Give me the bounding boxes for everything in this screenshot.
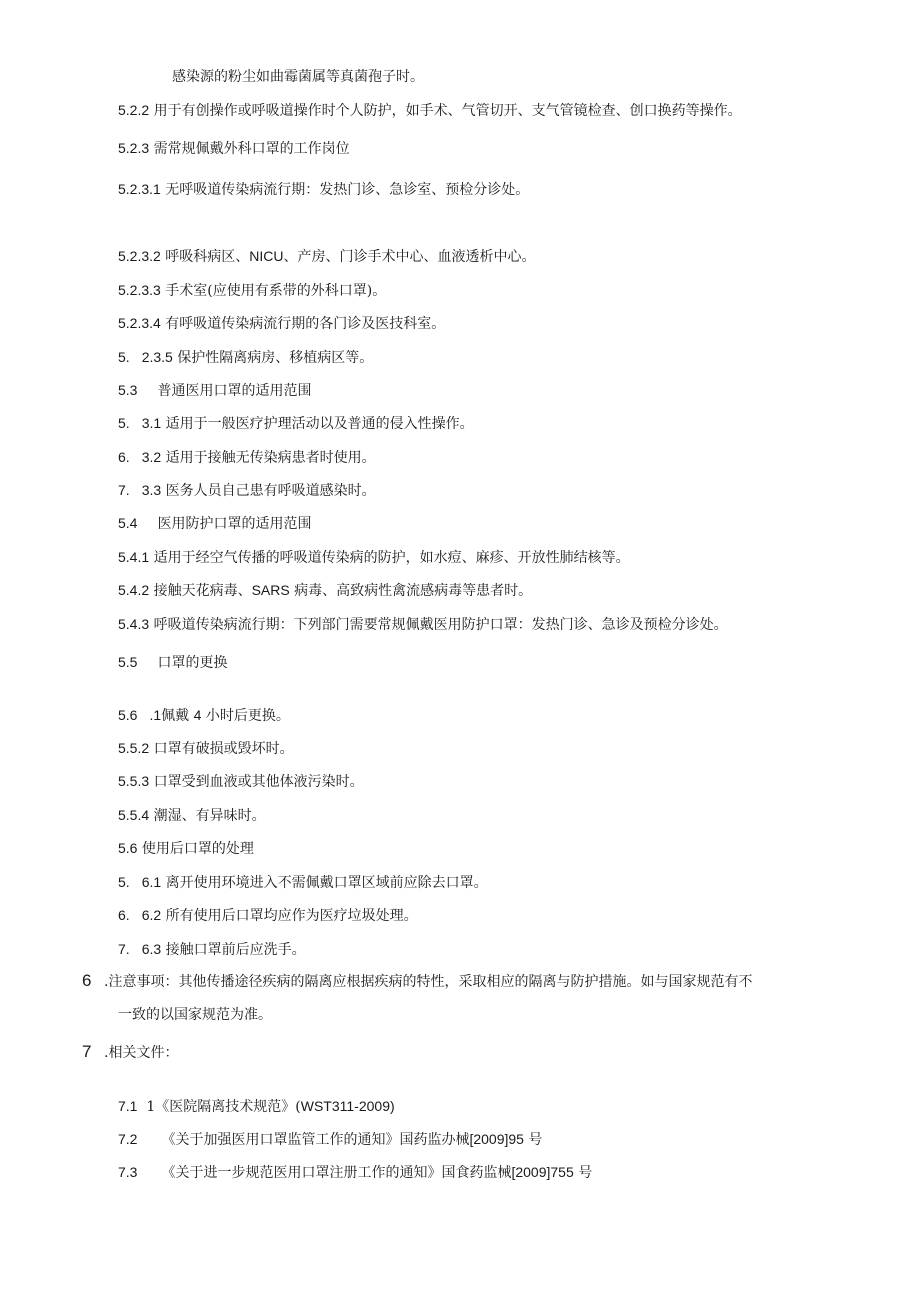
text-line: 5.2.3.4 有呼吸道传染病流行期的各门诊及医技科室。 bbox=[118, 315, 446, 332]
text-line: 5.2.3.1 无呼吸道传染病流行期：发热门诊、急诊室、预检分诊处。 bbox=[118, 181, 530, 198]
section-heading: 5.2.3 需常规佩戴外科口罩的工作岗位 bbox=[118, 140, 350, 157]
text-line: 5.2.3.3 手术室(应使用有系带的外科口罩)。 bbox=[118, 282, 387, 299]
text-line: 5.4.1 适用于经空气传播的呼吸道传染病的防护，如水痘、麻疹、开放性肺结核等。 bbox=[118, 549, 630, 566]
text-line: 5.6 .1佩戴 4 小时后更换。 bbox=[118, 707, 290, 724]
section-number-6: 6 bbox=[82, 971, 92, 990]
text-line: 5.5.2 口罩有破损或毁坏时。 bbox=[118, 740, 294, 757]
text-line: 5.5.4 潮湿、有异味时。 bbox=[118, 807, 266, 824]
text-line: 5.2.2 用于有创操作或呼吸道操作时个人防护，如手术、气管切开、支气管镜检查、创口换药等操作。 bbox=[118, 102, 742, 119]
text-line: 5.5.3 口罩受到血液或其他体液污染时。 bbox=[118, 773, 364, 790]
section-heading: 5.4 医用防护口罩的适用范围 bbox=[118, 515, 312, 532]
section-6-text: .注意事项：其他传播途径疾病的隔离应根据疾病的特性，采取相应的隔离与防护措施。如与国家规范有不 bbox=[104, 974, 753, 990]
reference-item: 7.3 《关于进一步规范医用口罩注册工作的通知》国食药监械[2009]755 号 bbox=[118, 1164, 593, 1181]
section-6-continuation: 一致的以国家规范为准。 bbox=[118, 1007, 272, 1023]
text-line: 5.2.3.2 呼吸科病区、NICU、产房、门诊手术中心、血液透析中心。 bbox=[118, 248, 536, 265]
text-line: 6. 3.2 适用于接触无传染病患者时使用。 bbox=[118, 449, 376, 466]
section-heading: 5.6 使用后口罩的处理 bbox=[118, 840, 254, 857]
section-heading: 5.3 普通医用口罩的适用范围 bbox=[118, 382, 312, 399]
section-heading: 5.5 口罩的更换 bbox=[118, 654, 228, 671]
section-number-7: 7 bbox=[82, 1042, 92, 1061]
text-line: 5. 3.1 适用于一般医疗护理活动以及普通的侵入性操作。 bbox=[118, 415, 474, 432]
text-line: 5.4.3 呼吸道传染病流行期：下列部门需要常规佩戴医用防护口罩：发热门诊、急诊及预检分诊处。 bbox=[118, 616, 728, 633]
reference-item: 7.2 《关于加强医用口罩监管工作的通知》国药监办械[2009]95 号 bbox=[118, 1131, 543, 1148]
section-7-text: .相关文件： bbox=[104, 1045, 179, 1061]
text-line: 5.4.2 接触天花病毒、SARS 病毒、高致病性禽流感病毒等患者时。 bbox=[118, 582, 533, 599]
text-line: 感染源的粉尘如曲霉菌属等真菌孢子时。 bbox=[172, 69, 424, 85]
text-line: 5. 2.3.5 保护性隔离病房、移植病区等。 bbox=[118, 349, 374, 366]
text-line: 6. 6.2 所有使用后口罩均应作为医疗垃圾处理。 bbox=[118, 907, 418, 924]
reference-item: 7.1 1《医院隔离技术规范》(WST311-2009) bbox=[118, 1098, 395, 1115]
text-line: 7. 3.3 医务人员自己患有呼吸道感染时。 bbox=[118, 482, 376, 499]
text-line: 7. 6.3 接触口罩前后应洗手。 bbox=[118, 941, 306, 958]
text-line: 5. 6.1 离开使用环境进入不需佩戴口罩区域前应除去口罩。 bbox=[118, 874, 488, 891]
